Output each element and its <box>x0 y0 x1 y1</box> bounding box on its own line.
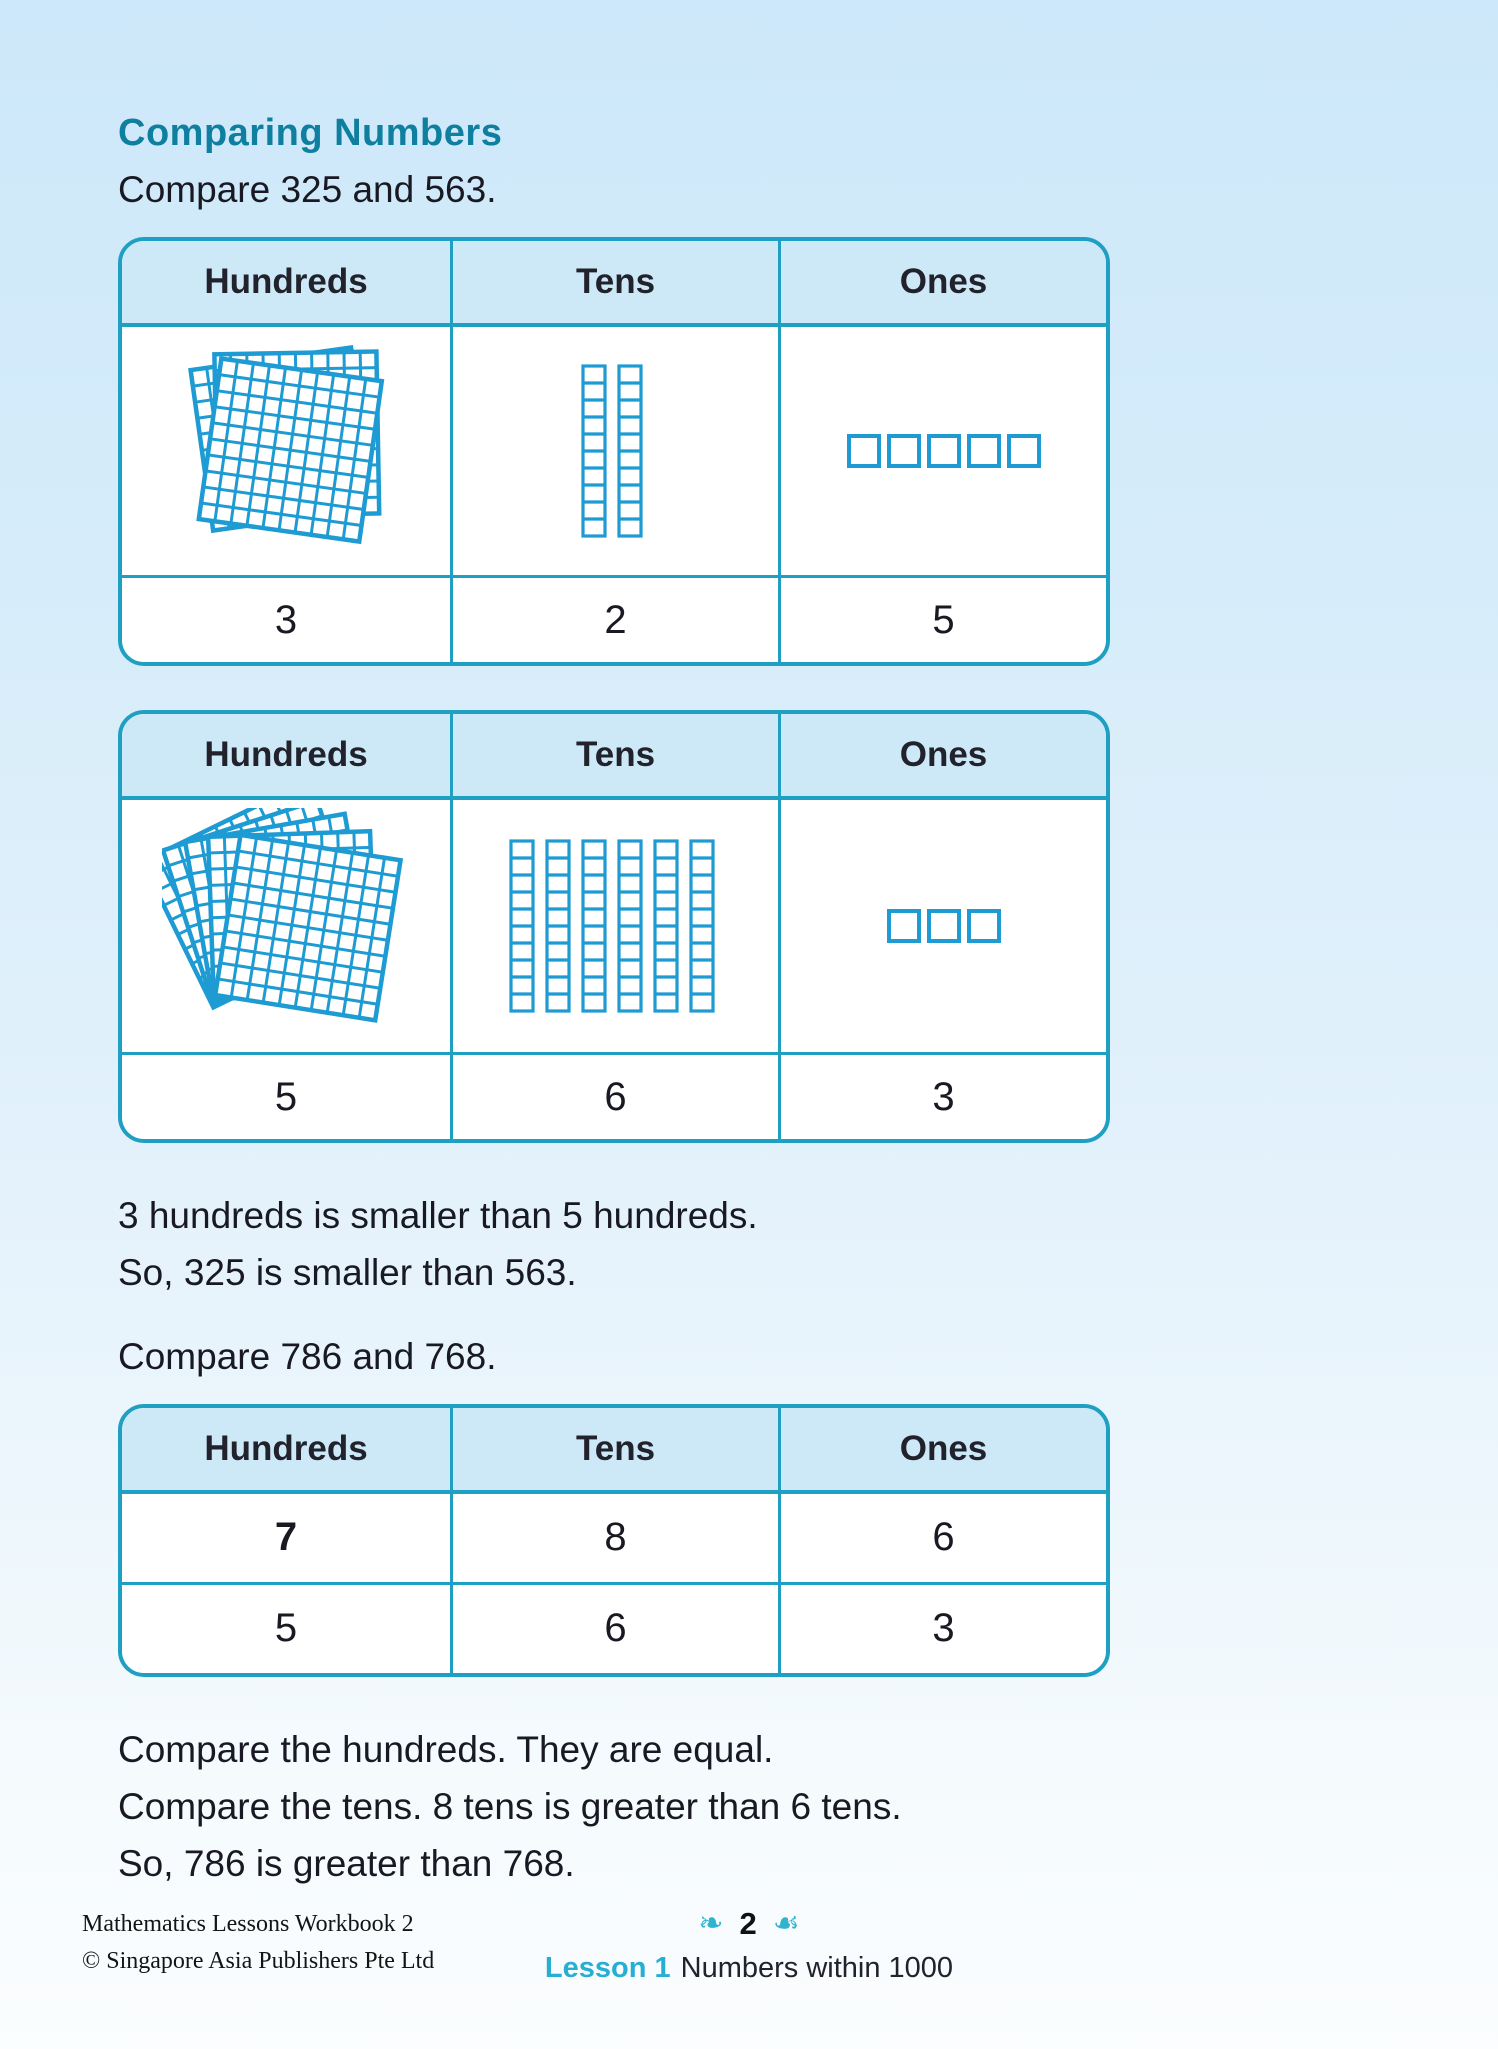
compare-result-1a: 3 hundreds is smaller than 5 hundreds. <box>118 1195 758 1236</box>
digit-ones: 5 <box>778 575 1106 662</box>
lesson-label: Lesson 1 <box>544 1952 671 1984</box>
col-header-hundreds: Hundreds <box>122 714 450 800</box>
flourish-left-icon: ❧ <box>698 1907 724 1940</box>
one-unit-square <box>887 909 921 943</box>
digit-tens: 2 <box>450 575 778 662</box>
ones-squares-graphic <box>778 800 1106 1052</box>
place-value-table-563 <box>118 710 1110 1143</box>
one-unit-square <box>927 434 961 468</box>
compare-result-2c: So, 786 is greater than 768. <box>118 1843 575 1885</box>
col-header-tens: Tens <box>450 714 778 800</box>
col-header-ones: Ones <box>778 714 1106 800</box>
digit-value: 3 <box>932 1606 955 1651</box>
col-header-tens: Tens <box>450 241 778 327</box>
page-title: Comparing Numbers <box>118 112 503 154</box>
ones-squares-row <box>847 434 1041 468</box>
digit-cell <box>450 1582 778 1673</box>
compare-intro-1: Compare 325 and 563. <box>118 169 497 210</box>
tens-rods-graphic <box>450 800 778 1052</box>
digit-cell <box>122 1582 450 1673</box>
digit-value: 6 <box>604 1606 627 1651</box>
col-header-tens: Tens <box>450 1408 778 1494</box>
one-unit-square <box>927 909 961 943</box>
place-value-table-325 <box>118 237 1110 666</box>
digit-value: 8 <box>604 1515 627 1560</box>
digit-cell <box>778 1494 1106 1582</box>
one-unit-square <box>1007 434 1041 468</box>
digit-tens: 6 <box>450 1052 778 1139</box>
lesson-title: Numbers within 1000 <box>680 1952 954 1984</box>
ones-squares-graphic <box>778 327 1106 575</box>
digit-compare-table <box>118 1404 1110 1677</box>
page-content <box>118 0 1110 1893</box>
one-unit-square <box>847 434 881 468</box>
compare-result-2a: Compare the hundreds. They are equal. <box>118 1728 774 1770</box>
hundreds-blocks-graphic <box>122 327 450 575</box>
col-header-hundreds: Hundreds <box>122 1408 450 1494</box>
digit-value: 7 <box>274 1515 298 1560</box>
page-number-row <box>0 1906 1498 1942</box>
flourish-right-icon: ☙ <box>772 1907 800 1940</box>
compare-intro-2: Compare 786 and 768. <box>118 1335 497 1377</box>
lesson-line <box>0 1952 1498 1985</box>
ones-squares-row <box>887 909 1001 943</box>
workbook-name: Mathematics Lessons Workbook 2 <box>82 1911 414 1937</box>
digit-ones: 3 <box>778 1052 1106 1139</box>
digit-value: 6 <box>932 1515 955 1560</box>
col-header-ones: Ones <box>778 1408 1106 1494</box>
compare-result-1b: So, 325 is smaller than 563. <box>118 1252 577 1294</box>
copyright-line: © Singapore Asia Publishers Pte Ltd <box>82 1948 435 1975</box>
page-number: 2 <box>739 1906 757 1941</box>
digit-hundreds: 5 <box>122 1052 450 1139</box>
hundreds-blocks-graphic <box>122 800 450 1052</box>
digit-cell <box>122 1494 450 1582</box>
digit-value: 5 <box>274 1606 298 1651</box>
col-header-hundreds: Hundreds <box>122 241 450 327</box>
compare-result-2b: Compare the tens. 8 tens is greater than 6 tens. <box>118 1786 902 1828</box>
one-unit-square <box>967 434 1001 468</box>
one-unit-square <box>887 434 921 468</box>
col-header-ones: Ones <box>778 241 1106 327</box>
one-unit-square <box>967 909 1001 943</box>
digit-cell <box>778 1582 1106 1673</box>
tens-rods-graphic <box>450 327 778 575</box>
digit-cell <box>450 1494 778 1582</box>
digit-hundreds: 3 <box>122 575 450 662</box>
footer-page-info <box>0 1906 1498 1985</box>
